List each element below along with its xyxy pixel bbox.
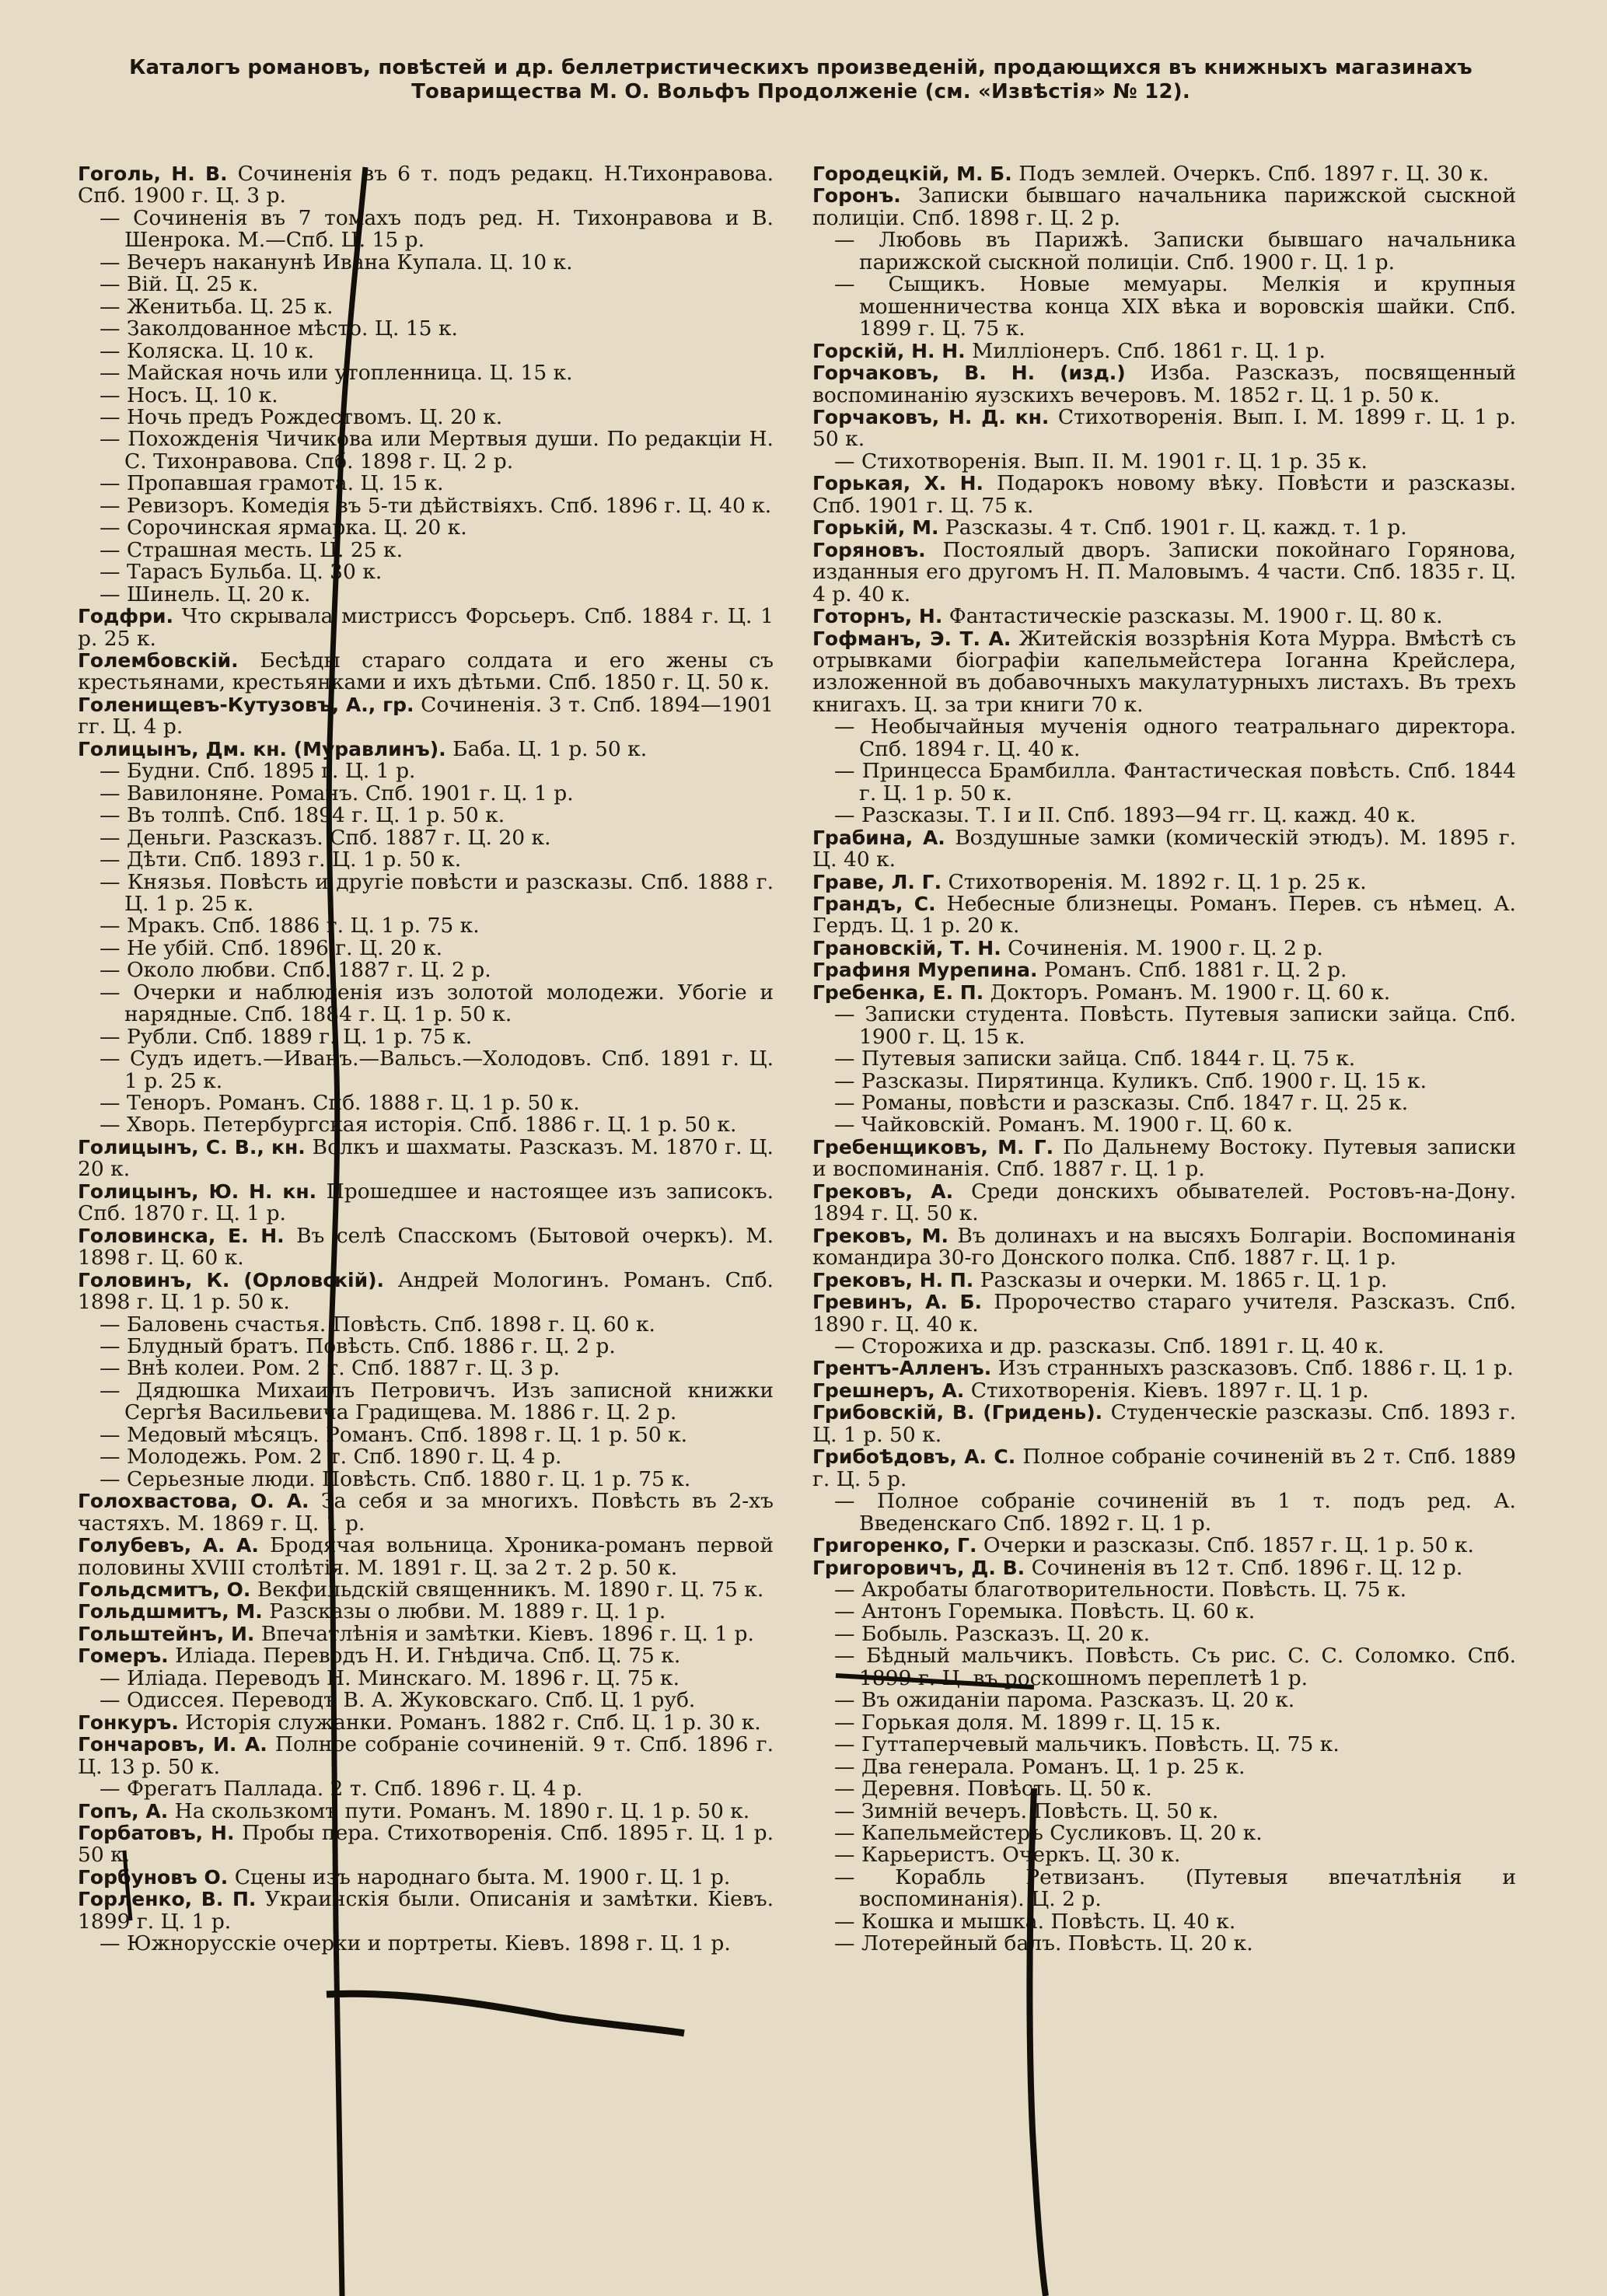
catalog-subentry: — Иліада. Переводъ Н. Минскаго. М. 1896 г. Ц. 75 к.: [124, 1668, 774, 1690]
catalog-subentry: — Разсказы. Пирятинца. Куликъ. Спб. 1900 г. Ц. 15 к.: [859, 1071, 1516, 1092]
entry-text: Бродячая вольница. Хроника-романъ первой половины XVIII столѣтія. М. 1891 г. Ц. за 2 т. 2 р. 50 к.: [78, 1533, 774, 1580]
catalog-entry: [812, 517, 1516, 539]
entry-author: Горленко, В. П.: [78, 1888, 257, 1911]
entry-author: Грешнеръ, А.: [812, 1379, 965, 1402]
entry-author: Грековъ, М.: [812, 1224, 948, 1247]
catalog-entry: [812, 959, 1516, 981]
catalog-subentry: — Карьеристъ. Очеркъ. Ц. 30 к.: [859, 1844, 1516, 1866]
entry-text: Полное собраніе сочиненій. 9 т. Спб. 1896 г. Ц. 13 р. 50 к.: [78, 1732, 774, 1779]
catalog-subentry: — Носъ. Ц. 10 к.: [124, 385, 774, 407]
catalog-subentry: — Одиссея. Переводъ В. А. Жуковскаго. Спб. Ц. 1 руб.: [124, 1690, 774, 1711]
entry-text: Векфильдскій священникъ. М. 1890 г. Ц. 75 к.: [257, 1578, 764, 1602]
catalog-subentry: — Баловень счастья. Повѣсть. Спб. 1898 г. Ц. 60 к.: [124, 1314, 774, 1336]
catalog-subentry: — Путевыя записки зайца. Спб. 1844 г. Ц. 75 к.: [859, 1048, 1516, 1070]
catalog-subentry: — Лотерейный балъ. Повѣсть. Ц. 20 к.: [859, 1933, 1516, 1955]
catalog-subentry: — Сыщикъ. Новые мемуары. Мелкія и крупныя мошенничества конца XIX вѣка и воровскія шайки. Спб. 1899 г. Ц. 75 к.: [859, 274, 1516, 340]
entry-text: Въ селѣ Спасскомъ (Бытовой очеркъ). М. 1898 г. Ц. 60 к.: [78, 1223, 774, 1270]
entry-author: Горскій, Н. Н.: [812, 339, 966, 362]
entry-author: Гольдшмитъ, М.: [78, 1600, 263, 1623]
header-line-1: Каталогъ романовъ, повѣстей и др. беллетристическихъ произведеній, продающихся въ книжныхъ магазинахъ: [129, 56, 1473, 79]
catalog-entry: [812, 869, 1516, 894]
entry-text: Среди донскихъ обывателей. Ростовъ-на-Дону. 1894 г. Ц. 50 к.: [812, 1179, 1516, 1226]
catalog-subentry: — Рубли. Спб. 1889 г. Ц. 1 р. 75 к.: [124, 1026, 774, 1048]
entry-author: Гребенка, Е. П.: [812, 980, 984, 1004]
catalog-subentry: — Сорочинская ярмарка. Ц. 20 к.: [124, 517, 774, 539]
entry-author: Голицынъ, Ю. Н. кн.: [78, 1179, 317, 1203]
catalog-entry: [812, 1402, 1516, 1446]
catalog-entry: [812, 338, 1516, 363]
catalog-subentry: — Коляска. Ц. 10 к.: [124, 341, 774, 362]
entry-author: Гонкуръ.: [78, 1711, 179, 1734]
catalog-subentry: — Фрегатъ Паллада. 2 т. Спб. 1896 г. Ц. 4 р.: [124, 1778, 774, 1800]
entry-text: Изба. Разсказъ, посвященный воспоминанію яузскихъ вечеровъ. М. 1852 г. Ц. 1 р. 50 к.: [812, 361, 1516, 407]
entry-author: Грековъ, Н. П.: [812, 1268, 974, 1291]
catalog-subentry: — Сторожиха и др. разсказы. Спб. 1891 г. Ц. 40 к.: [859, 1336, 1516, 1358]
catalog-entry: [78, 1601, 774, 1623]
catalog-subentry: — Антонъ Горемыка. Повѣсть. Ц. 60 к.: [859, 1601, 1516, 1623]
entry-text: Андрей Мологинъ. Романъ. Спб. 1898 г. Ц. 1 р. 50 к.: [78, 1267, 774, 1315]
catalog-entry: [78, 1645, 774, 1667]
entry-text: Стихотворенія. Вып. I. М. 1899 г. Ц. 1 р. 50 к.: [812, 404, 1516, 452]
catalog-subentry: — Вій. Ц. 25 к.: [124, 274, 774, 295]
catalog-entry: [78, 694, 774, 739]
entry-text: Воздушные замки (комическій этюдъ). М. 1895 г. Ц. 40 к.: [812, 825, 1517, 872]
entry-author: Горчаковъ, Н. Д. кн.: [812, 405, 1050, 428]
catalog-entry: [78, 650, 774, 694]
entry-author: Голицынъ, Дм. кн. (Муравлинъ).: [78, 737, 446, 760]
header-line-2: Товарищества М. О. Вольфъ Продолженіе (см. «Извѣстія» № 12).: [411, 80, 1190, 103]
entry-text: Бесѣды стараго солдата и его жены съ крестьянами, крестьянками и ихъ дѣтьми. Спб. 1850 г. Ц. 50 к.: [78, 648, 774, 695]
catalog-entry: [78, 736, 774, 761]
entry-author: Головинъ, К. (Орловскій).: [78, 1268, 385, 1291]
catalog-entry: [812, 1358, 1516, 1379]
catalog-entry: [78, 1535, 774, 1579]
catalog-entry: [78, 1490, 774, 1535]
catalog-subentry: — Мракъ. Спб. 1886 г. Ц. 1 р. 75 к.: [124, 915, 774, 937]
catalog-subentry: — Около любви. Спб. 1887 г. Ц. 2 р.: [124, 959, 774, 981]
catalog-subentry: — Въ толпѣ. Спб. 1894 г. Ц. 1 р. 50 к.: [124, 805, 774, 826]
entry-author: Гопъ, А.: [78, 1799, 169, 1822]
catalog-subentry: — Вавилоняне. Романъ. Спб. 1901 г. Ц. 1 р.: [124, 783, 774, 805]
catalog-subentry: — Полное собраніе сочиненій въ 1 т. подъ ред. А. Введенскаго Спб. 1892 г. Ц. 1 р.: [859, 1490, 1516, 1535]
entry-text: Фантастическіе разсказы. М. 1900 г. Ц. 80 к.: [948, 604, 1443, 629]
entry-author: Грановскій, Т. Н.: [812, 936, 1001, 959]
catalog-subentry: — Блудный братъ. Повѣсть. Спб. 1886 г. Ц. 2 р.: [124, 1336, 774, 1358]
entry-text: Баба. Ц. 1 р. 50 к.: [452, 736, 648, 761]
catalog-subentry: — Чайковскій. Романъ. М. 1900 г. Ц. 60 к.: [859, 1114, 1516, 1136]
entry-author: Головинска, Е. Н.: [78, 1224, 285, 1247]
entry-text: По Дальнему Востоку. Путевыя записки и воспоминанія. Спб. 1887 г. Ц. 1 р.: [812, 1134, 1516, 1182]
entry-text: Подъ землей. Очеркъ. Спб. 1897 г. Ц. 30 к.: [1018, 162, 1490, 186]
catalog-entry: [812, 362, 1516, 407]
catalog-entry: [78, 1734, 774, 1778]
catalog-subentry: — Будни. Спб. 1895 г. Ц. 1 р.: [124, 760, 774, 782]
catalog-subentry: — Гуттаперчевый мальчикъ. Повѣсть. Ц. 75 к.: [859, 1734, 1516, 1756]
entry-text: Докторъ. Романъ. М. 1900 г. Ц. 60 к.: [990, 980, 1391, 1005]
entry-text: Украинскія были. Описанія и замѣтки. Кіевъ. 1899 г. Ц. 1 р.: [78, 1887, 774, 1934]
entry-author: Грандъ, С.: [812, 892, 936, 915]
entry-text: Изъ странныхъ разсказовъ. Спб. 1886 г. Ц. 1 р.: [997, 1356, 1514, 1381]
entry-text: Сцены изъ народнаго быта. М. 1900 г. Ц. 1 р.: [234, 1864, 731, 1889]
catalog-subentry: — Шинель. Ц. 20 к.: [124, 584, 774, 606]
catalog-subentry: — Необычайныя мученія одного театральнаго директора. Спб. 1894 г. Ц. 40 к.: [859, 716, 1516, 760]
catalog-subentry: — Деньги. Разсказъ. Спб. 1887 г. Ц. 20 к.: [124, 827, 774, 849]
entry-author: Горькая, Х. Н.: [812, 472, 983, 495]
entry-author: Гофманъ, Э. Т. А.: [812, 627, 1011, 650]
catalog-subentry: — Зимній вечеръ. Повѣсть. Ц. 50 к.: [859, 1801, 1516, 1822]
catalog-subentry: — Принцесса Брамбилла. Фантастическая повѣсть. Спб. 1844 г. Ц. 1 р. 50 к.: [859, 760, 1516, 805]
entry-text: Впечатлѣнія и замѣтки. Кіевъ. 1896 г. Ц. 1 р.: [260, 1621, 754, 1646]
catalog-subentry: — Акробаты благотворительности. Повѣсть. Ц. 75 к.: [859, 1579, 1516, 1601]
entry-text: Разсказы. 4 т. Спб. 1901 г. Ц. кажд. т. 1 р.: [945, 515, 1407, 540]
catalog-subentry: — Вечеръ наканунѣ Ивана Купала. Ц. 10 к.: [124, 252, 774, 274]
entry-author: Григоренко, Г.: [812, 1534, 977, 1557]
entry-author: Григоровичъ, Д. В.: [812, 1556, 1025, 1579]
catalog-subentry: — Романы, повѣсти и разсказы. Спб. 1847 г. Ц. 25 к.: [859, 1092, 1516, 1114]
catalog-subentry: — Серьезные люди. Повѣсть. Спб. 1880 г. Ц. 1 р. 75 к.: [124, 1469, 774, 1490]
catalog-subentry: — Деревня. Повѣсть. Ц. 50 к.: [859, 1778, 1516, 1800]
entry-author: Голенищевъ-Кутузовъ, А., гр.: [78, 693, 414, 716]
entry-author: Графиня Мурепина.: [812, 959, 1038, 982]
entry-text: За себя и за многихъ. Повѣсть въ 2-хъ частяхъ. М. 1869 г. Ц. 1 р.: [78, 1489, 774, 1536]
entry-author: Горбатовъ, Н.: [78, 1821, 235, 1844]
catalog-entry: [812, 473, 1516, 517]
entry-text: Небесные близнецы. Романъ. Перев. съ нѣмец. А. Гердъ. Ц. 1 р. 20 к.: [812, 891, 1516, 938]
catalog-subentry: — Сочиненія въ 7 томахъ подъ ред. Н. Тихонравова и В. Шенрока. М.—Спб. Ц. 15 р.: [124, 208, 774, 252]
entry-author: Голембовскій.: [78, 648, 239, 672]
catalog-entry: [78, 1822, 774, 1867]
entry-author: Грибовскій, В. (Гридень).: [812, 1401, 1103, 1424]
catalog-entry: [78, 1889, 774, 1933]
catalog-subentry: — Похожденія Чичикова или Мертвыя души. По редакціи Н. С. Тихонравова. Спб. 1898 г. Ц. 2 р.: [124, 428, 774, 473]
catalog-entry: [812, 1134, 1516, 1182]
entry-text: Подарокъ новому вѣку. Повѣсти и разсказы. Спб. 1901 г. Ц. 75 к.: [812, 471, 1516, 518]
entry-text: Очерки и разсказы. Спб. 1857 г. Ц. 1 р. 50 к.: [983, 1533, 1474, 1558]
entry-author: Гольдсмитъ, О.: [78, 1578, 251, 1601]
catalog-subentry: — Любовь въ Парижѣ. Записки бывшаго начальника парижской сыскной полиціи. Спб. 1900 г. Ц. 1 р.: [859, 229, 1516, 274]
entry-text: Въ долинахъ и на высяхъ Болгаріи. Воспоминанія командира 30-го Донского полка. Спб. 1887 г. Ц. 1 р.: [812, 1223, 1516, 1270]
entry-author: Горонъ.: [812, 184, 901, 208]
entry-text: Стихотворенія. М. 1892 г. Ц. 1 р. 25 к.: [948, 869, 1367, 894]
entry-author: Горбуновъ О.: [78, 1865, 229, 1889]
catalog-entry: [812, 1181, 1516, 1225]
catalog-entry: [812, 893, 1516, 938]
catalog-subentry: — Бѣдный мальчикъ. Повѣсть. Съ рис. С. С. Соломко. Спб. 1899 г. Ц. въ роскошномъ переплетѣ 1 р.: [859, 1645, 1516, 1690]
entry-text: Разсказы о любви. М. 1889 г. Ц. 1 р.: [269, 1599, 666, 1624]
entry-author: Гоголь, Н. В.: [78, 163, 228, 185]
entry-author: Гребенщиковъ, М. Г.: [812, 1135, 1054, 1158]
catalog-entry: [78, 1579, 774, 1601]
entry-text: Сочиненія. 3 т. Спб. 1894—1901 гг. Ц. 4 р.: [78, 692, 774, 739]
entry-author: Горчаковъ, В. Н. (изд.): [812, 362, 1126, 385]
catalog-subentry: — Не убій. Спб. 1896 г. Ц. 20 к.: [124, 938, 774, 959]
catalog-entry: [78, 1623, 774, 1645]
catalog-entry: [78, 1712, 774, 1734]
entry-text: Студенческіе разсказы. Спб. 1893 г. Ц. 1 р. 50 к.: [812, 1400, 1516, 1447]
catalog-subentry: — Очерки и наблюденія изъ золотой молодежи. Убогіе и нарядные. Спб. 1884 г. Ц. 1 р. 50 к.: [124, 982, 774, 1026]
catalog-entry: [812, 185, 1516, 229]
catalog-entry: [78, 163, 774, 208]
catalog-entry: [812, 1225, 1516, 1270]
entry-text: Иліада. Переводъ Н. И. Гнѣдича. Спб. Ц. 75 к.: [175, 1644, 681, 1669]
entry-author: Гревинъ, А. Б.: [812, 1291, 983, 1314]
catalog-subentry: — Дядюшка Михаилъ Петровичъ. Изъ записной книжки Сергѣя Васильевича Градищева. М. 1886 г. Ц. 2 р.: [124, 1380, 774, 1424]
catalog-entry: [812, 1291, 1516, 1336]
catalog-subentry: — Пропавшая грамота. Ц. 15 к.: [124, 473, 774, 494]
catalog-entry: [812, 1535, 1516, 1557]
entry-author: Гомеръ.: [78, 1644, 169, 1668]
entry-text: Пророчество стараго учителя. Разсказъ. Спб. 1890 г. Ц. 40 к.: [812, 1290, 1516, 1337]
catalog-entry: [78, 1267, 774, 1315]
entry-author: Граве, Л. Г.: [812, 870, 942, 893]
entry-author: Грентъ-Алленъ.: [812, 1357, 992, 1380]
catalog-entry: [78, 606, 774, 650]
entry-text: Сочиненія въ 12 т. Спб. 1896 г. Ц. 12 р.: [1031, 1555, 1463, 1580]
entry-author: Горькій, М.: [812, 516, 939, 540]
entry-text: Сочиненія. М. 1900 г. Ц. 2 р.: [1008, 935, 1323, 960]
catalog-subentry: — Заколдованное мѣсто. Ц. 15 к.: [124, 318, 774, 340]
catalog-subentry: — Капельмейстеръ Сусликовъ. Ц. 20 к.: [859, 1822, 1516, 1844]
catalog-subentry: — Дѣти. Спб. 1893 г. Ц. 1 р. 50 к.: [124, 849, 774, 871]
entry-text: Милліонеръ. Спб. 1861 г. Ц. 1 р.: [972, 338, 1326, 363]
catalog-subentry: — Южнорусскіе очерки и портреты. Кіевъ. 1898 г. Ц. 1 р.: [124, 1933, 774, 1955]
catalog-entry: [812, 606, 1516, 627]
catalog-entry: [78, 1181, 774, 1225]
catalog-subentry: — Въ ожиданіи парома. Разсказъ. Ц. 20 к.: [859, 1690, 1516, 1711]
catalog-subentry: — Разсказы. Т. I и II. Спб. 1893—94 гг. Ц. кажд. 40 к.: [859, 805, 1516, 826]
entry-author: Гольштейнъ, И.: [78, 1622, 255, 1645]
catalog-entry: [812, 404, 1516, 452]
entry-text: Исторія служанки. Романъ. 1882 г. Спб. Ц. 1 р. 30 к.: [185, 1710, 761, 1735]
entry-author: Годфри.: [78, 605, 174, 628]
catalog-entry: [812, 163, 1516, 185]
catalog-subentry: — Теноръ. Романъ. Спб. 1888 г. Ц. 1 р. 50 к.: [124, 1092, 774, 1114]
catalog-subentry: — Внѣ колеи. Ром. 2 т. Спб. 1887 г. Ц. 3 р.: [124, 1358, 774, 1379]
catalog-entry: [812, 1446, 1516, 1490]
entry-text: Что скрывала мистриссъ Форсьеръ. Спб. 1884 г. Ц. 1 р. 25 к.: [78, 604, 774, 651]
catalog-entry: [812, 1557, 1516, 1579]
catalog-entry: [812, 1380, 1516, 1402]
catalog-entry: [812, 935, 1516, 960]
entry-author: Горяновъ.: [812, 538, 926, 561]
catalog-subentry: — Бобыль. Разсказъ. Ц. 20 к.: [859, 1623, 1516, 1645]
entry-text: Прошедшее и настоящее изъ записокъ. Спб. 1870 г. Ц. 1 р.: [78, 1179, 774, 1226]
entry-author: Голубевъ, А. А.: [78, 1534, 259, 1557]
entry-text: Записки бывшаго начальника парижской сыскной полиціи. Спб. 1898 г. Ц. 2 р.: [812, 183, 1516, 230]
catalog-entry: [78, 1134, 774, 1182]
entry-author: Городецкій, М. Б.: [812, 163, 1012, 185]
entry-text: Сочиненія въ 6 т. подъ редакц. Н.Тихонравова. Спб. 1900 г. Ц. 3 р.: [78, 162, 774, 208]
catalog-subentry: — Записки студента. Повѣсть. Путевыя записки зайца. Спб. 1900 г. Ц. 15 к.: [859, 1004, 1516, 1048]
catalog-subentry: — Горькая доля. М. 1899 г. Ц. 15 к.: [859, 1712, 1516, 1734]
entry-text: Волкъ и шахматы. Разсказъ. М. 1870 г. Ц. 20 к.: [78, 1134, 774, 1182]
catalog-subentry: — Тарасъ Бульба. Ц. 30 к.: [124, 561, 774, 583]
entry-text: Пробы пера. Стихотворенія. Спб. 1895 г. Ц. 1 р. 50 к.: [78, 1820, 774, 1868]
catalog-subentry: — Майская ночь или утопленница. Ц. 15 к.: [124, 362, 774, 384]
catalog-subentry: — Медовый мѣсяцъ. Романъ. Спб. 1898 г. Ц. 1 р. 50 к.: [124, 1424, 774, 1446]
right-column: [812, 163, 1516, 1955]
catalog-entry: [812, 982, 1516, 1004]
entry-author: Голицынъ, С. В., кн.: [78, 1135, 306, 1158]
catalog-entry: [812, 827, 1516, 872]
catalog-subentry: — Князья. Повѣсть и другіе повѣсти и разсказы. Спб. 1888 г. Ц. 1 р. 25 к.: [124, 872, 774, 916]
left-column: [78, 163, 774, 1955]
entry-text: Полное собраніе сочиненій въ 2 т. Спб. 1889 г. Ц. 5 р.: [812, 1445, 1516, 1491]
entry-text: Романъ. Спб. 1881 г. Ц. 2 р.: [1043, 958, 1347, 983]
catalog-subentry: — Страшная месть. Ц. 25 к.: [124, 540, 774, 561]
catalog-subentry: — Молодежь. Ром. 2 т. Спб. 1890 г. Ц. 4 р.: [124, 1446, 774, 1468]
catalog-subentry: — Ревизоръ. Комедія въ 5-ти дѣйствіяхъ. Спб. 1896 г. Ц. 40 к.: [124, 495, 774, 517]
catalog-entry: [812, 537, 1516, 606]
catalog-subentry: — Хворь. Петербургская исторія. Спб. 1886 г. Ц. 1 р. 50 к.: [124, 1114, 774, 1136]
catalog-entry: [78, 1225, 774, 1270]
entry-author: Гончаровъ, И. А.: [78, 1733, 267, 1756]
catalog-entry: [812, 1267, 1516, 1292]
entry-text: Постоялый дворъ. Записки покойнаго Горянова, изданныя его другомъ Н. П. Маловымъ. 4 части. Спб. 1835 г. Ц. 4 р. 40 к.: [812, 537, 1516, 606]
catalog-subentry: — Ночь предъ Рождествомъ. Ц. 20 к.: [124, 407, 774, 428]
catalog-entry: [78, 1864, 774, 1889]
catalog-entry: [78, 1798, 774, 1823]
catalog-header: [62, 56, 1539, 104]
entry-author: Грабина, А.: [812, 826, 945, 849]
catalog-subentry: — Стихотворенія. Вып. II. М. 1901 г. Ц. 1 р. 35 к.: [859, 451, 1516, 473]
entry-author: Грековъ, А.: [812, 1179, 954, 1203]
catalog-entry: [812, 628, 1516, 717]
entry-author: Грибоѣдовъ, А. С.: [812, 1445, 1016, 1469]
entry-text: Житейскія воззрѣнія Кота Мурра. Вмѣстѣ съ отрывками біографіи капельмейстера Іоганна Крейслера, изложенной въ добавочныхъ макулатурныхъ листахъ. Въ трехъ книгахъ. Ц. за три книги 70 к.: [812, 626, 1516, 717]
catalog-subentry: — Судъ идетъ.—Иванъ.—Вальсъ.—Холодовъ. Спб. 1891 г. Ц. 1 р. 25 к.: [124, 1048, 774, 1092]
entry-text: Стихотворенія. Кіевъ. 1897 г. Ц. 1 р.: [970, 1378, 1369, 1403]
entry-author: Голохвастова, О. А.: [78, 1490, 309, 1513]
entry-text: На скользкомъ пути. Романъ. М. 1890 г. Ц. 1 р. 50 к.: [174, 1798, 750, 1823]
catalog-subentry: — Кошка и мышка. Повѣсть. Ц. 40 к.: [859, 1911, 1516, 1933]
entry-author: Готорнъ, Н.: [812, 605, 943, 628]
entry-text: Разсказы и очерки. М. 1865 г. Ц. 1 р.: [980, 1267, 1388, 1292]
catalog-subentry: — Корабль Ретвизанъ. (Путевыя впечатлѣнія и воспоминанія). Ц. 2 р.: [859, 1867, 1516, 1911]
catalog-subentry: — Два генерала. Романъ. Ц. 1 р. 25 к.: [859, 1756, 1516, 1778]
catalog-subentry: — Женитьба. Ц. 25 к.: [124, 296, 774, 318]
